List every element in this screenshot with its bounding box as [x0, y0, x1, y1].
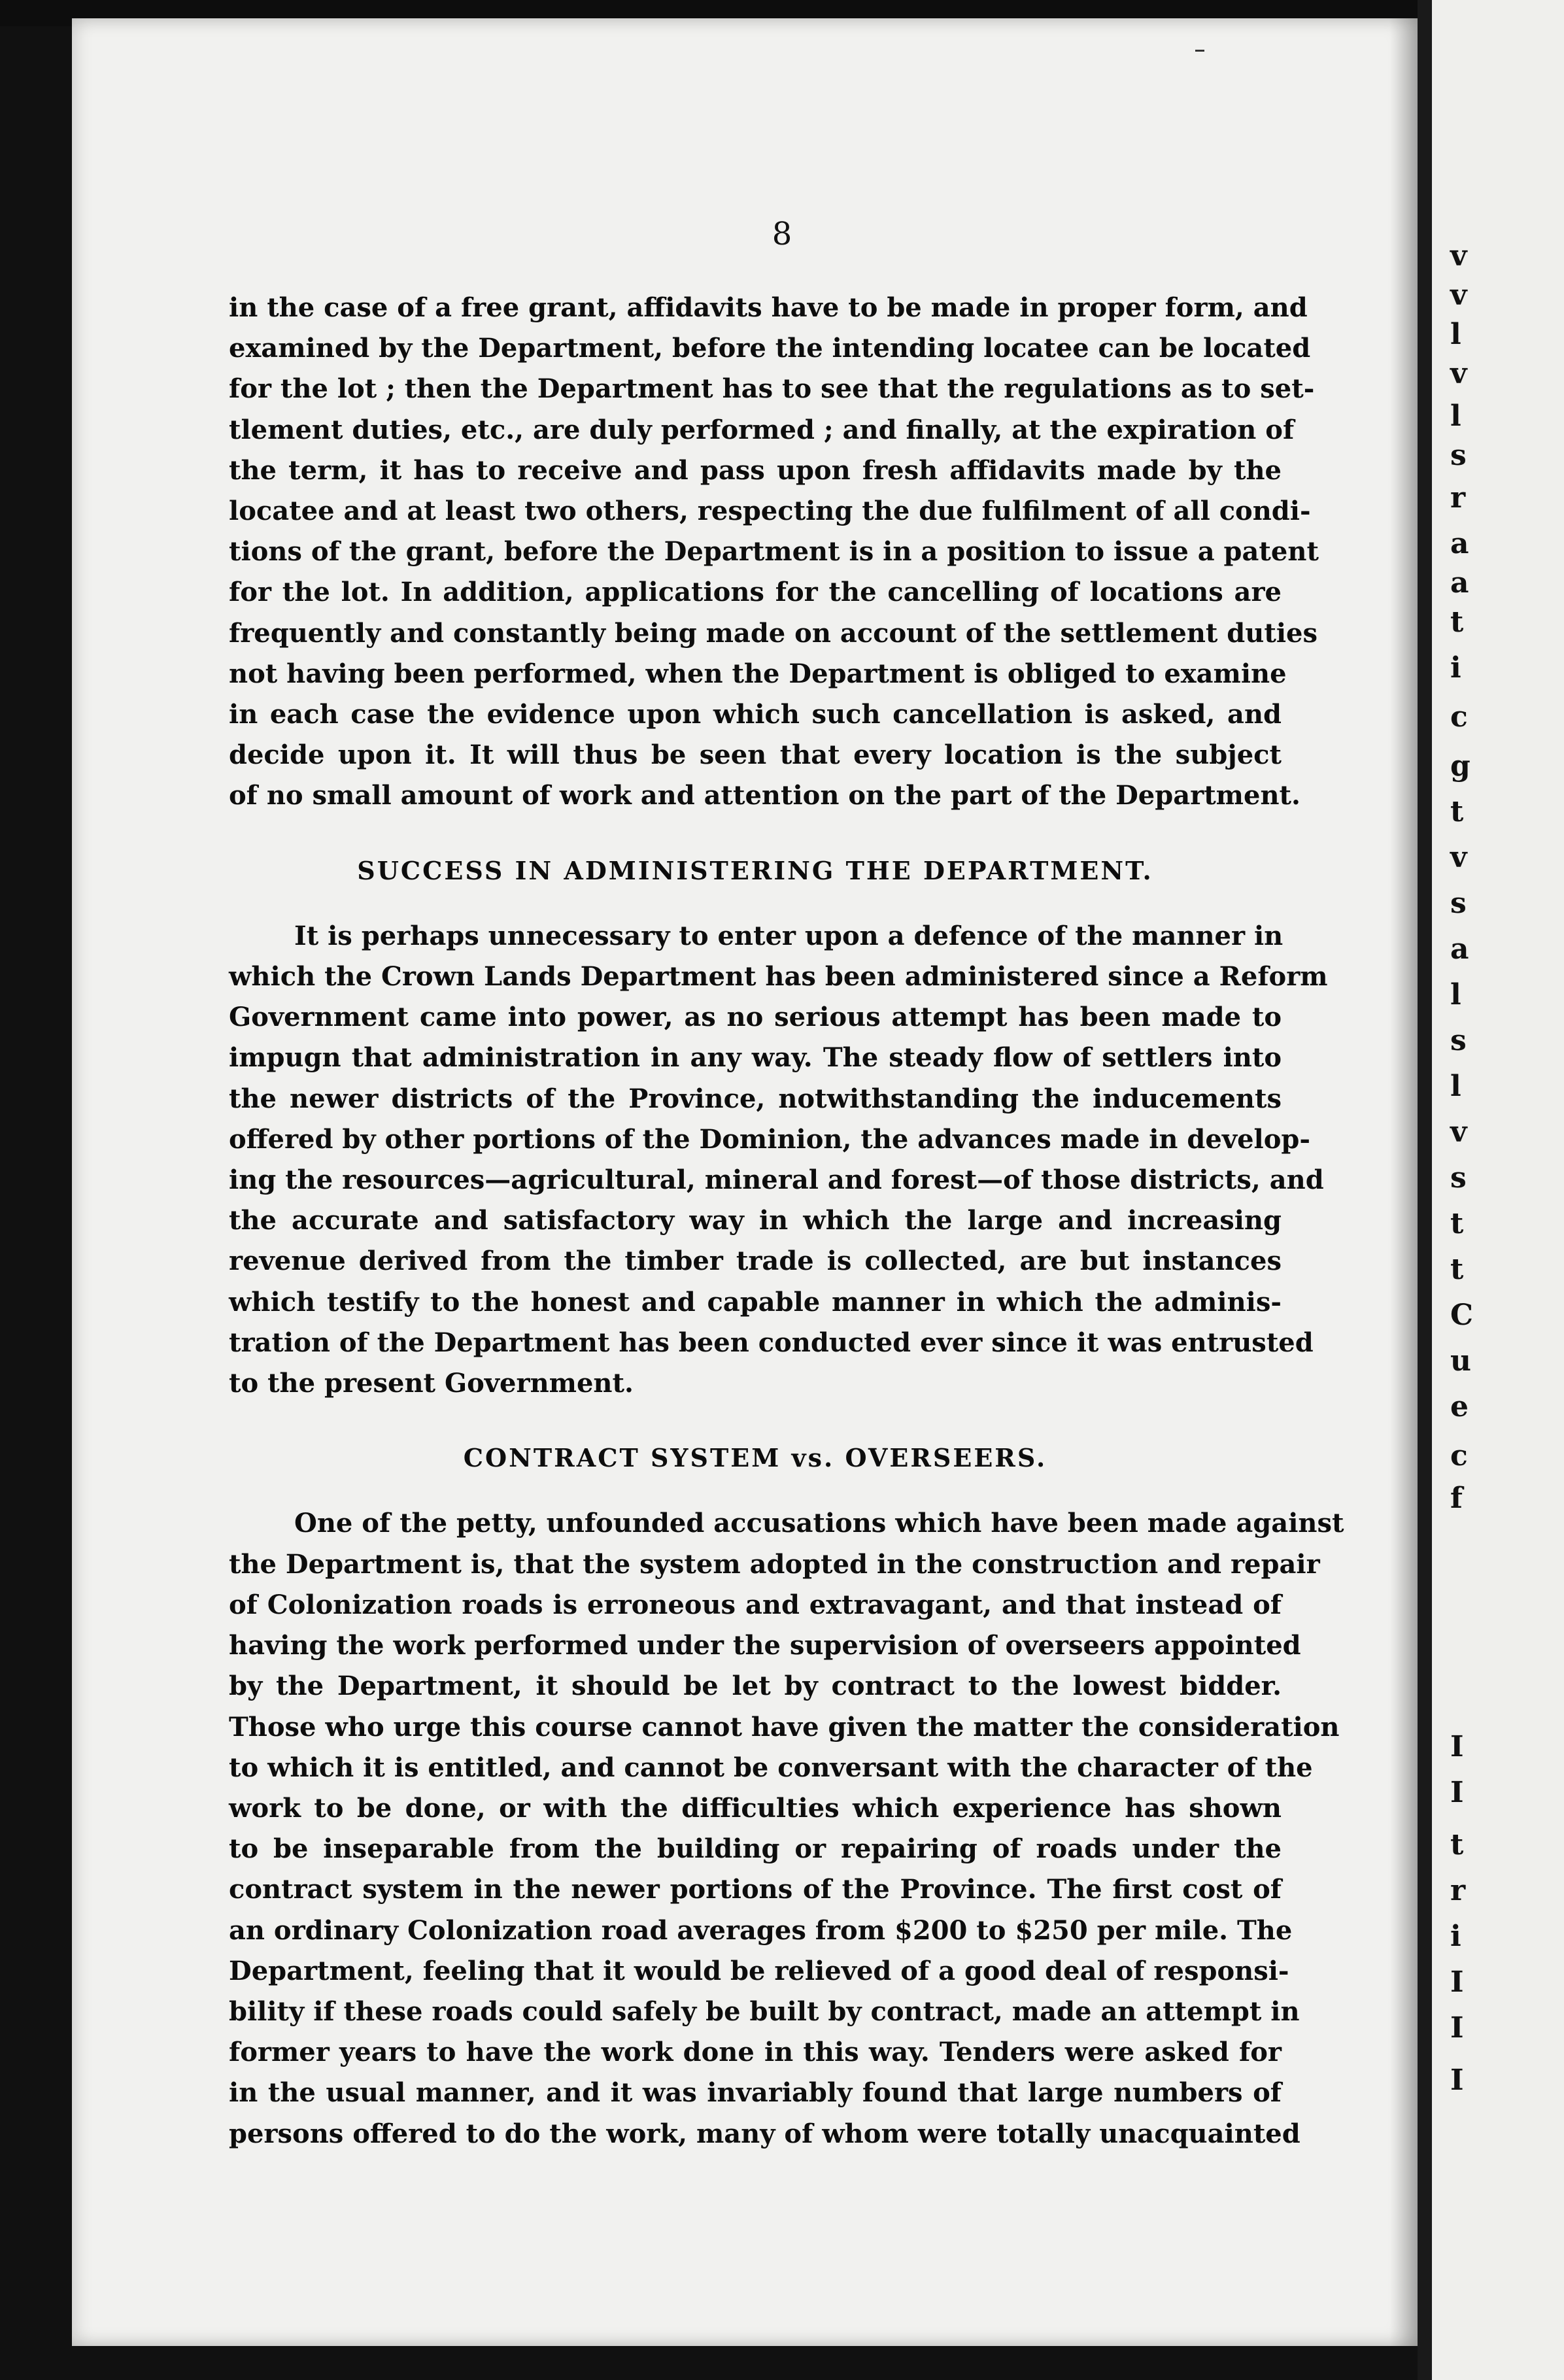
paragraph-deed-process — [229, 288, 1319, 817]
text-line: to be inseparable from the building or repairing of roads under the — [229, 1833, 1282, 1865]
text-line: revenue derived from the timber trade is collected, are but instances — [229, 1246, 1282, 1277]
adjacent-page-letter: t — [1450, 1253, 1464, 1286]
book-gutter — [1418, 0, 1432, 2380]
text-line: for the lot. In addition, applications for the cancelling of locations are — [229, 577, 1282, 608]
adjacent-page-letter: s — [1450, 1024, 1467, 1057]
paragraph-administration — [229, 916, 1328, 1404]
adjacent-page-letter: l — [1450, 978, 1461, 1012]
stray-mark — [1195, 50, 1204, 52]
text-line: in the case of a free grant, affidavits have to be made in proper form, and — [229, 292, 1308, 323]
text-line: the Department is, that the system adopted in the construction and repair — [229, 1548, 1320, 1580]
text-line: tions of the grant, before the Department is in a position to issue a patent — [229, 536, 1319, 568]
text-line: Department, feeling that it would be relieved of a good deal of responsi- — [229, 1955, 1289, 1986]
adjacent-page-letter: l — [1450, 318, 1461, 351]
adjacent-page-letter: r — [1450, 481, 1466, 515]
text-line: One of the petty, unfounded accusations which have been made against — [294, 1508, 1344, 1539]
text-line: in each case the evidence upon which such cancellation is asked, and — [229, 699, 1282, 730]
text-line: the term, it has to receive and pass upon fresh affidavits made by the — [229, 454, 1282, 486]
text-line: the newer districts of the Province, notwithstanding the inducements — [229, 1083, 1282, 1114]
adjacent-page-letter: u — [1450, 1344, 1471, 1378]
adjacent-page-letter: c — [1450, 1439, 1468, 1472]
adjacent-page-letter: v — [1450, 841, 1467, 874]
adjacent-page-letter: a — [1450, 566, 1469, 600]
text-line: in the usual manner, and it was invariably found that large numbers of — [229, 2077, 1282, 2109]
adjacent-page-letter: i — [1450, 1920, 1461, 1953]
adjacent-page-letter: s — [1450, 1161, 1467, 1195]
text-line: not having been performed, when the Department is obliged to examine — [229, 658, 1287, 689]
adjacent-page-letter: C — [1450, 1299, 1474, 1332]
text-line: of no small amount of work and attention on the part of the Department. — [229, 780, 1300, 811]
text-line: tration of the Department has been conducted ever since it was entrusted — [229, 1327, 1314, 1358]
adjacent-page-letter: v — [1450, 239, 1467, 273]
text-line: work to be done, or with the difficulties which experience has shown — [229, 1792, 1282, 1824]
adjacent-page-letter: f — [1450, 1482, 1463, 1515]
adjacent-page-letter: a — [1450, 527, 1469, 560]
text-line: It is perhaps unnecessary to enter upon a defence of the manner in — [294, 920, 1284, 951]
adjacent-page-letter: v — [1450, 1115, 1467, 1149]
adjacent-page-letter: s — [1450, 439, 1467, 472]
adjacent-page-letter: i — [1450, 651, 1461, 685]
text-line: locatee and at least two others, respecting the due fulfilment of all condi- — [229, 496, 1311, 527]
adjacent-page-letter: t — [1450, 795, 1464, 828]
text-line: decide upon it. It will thus be seen that every location is the subject — [229, 740, 1282, 771]
adjacent-page-letter: v — [1450, 279, 1467, 312]
text-line: which the Crown Lands Department has been administered since a Reform — [229, 961, 1328, 993]
page-body — [229, 288, 1344, 2154]
text-line: for the lot ; then the Department has to see that the regulations as to set- — [229, 373, 1315, 405]
text-line: impugn that administration in any way. The steady flow of settlers into — [229, 1042, 1282, 1074]
text-line: to which it is entitled, and cannot be conversant with the character of the — [229, 1752, 1313, 1783]
text-line: former years to have the work done in this way. Tenders were asked for — [229, 2037, 1282, 2068]
text-line: tlement duties, etc., are duly performed ; and finally, at the expiration of — [229, 414, 1295, 445]
adjacent-page-letter: a — [1450, 932, 1469, 966]
section-heading-contract: CONTRACT SYSTEM vs. OVERSEERS. — [463, 1443, 1047, 1473]
text-line: by the Department, it should be let by contract to the lowest bidder. — [229, 1671, 1282, 1702]
text-line: bility if these roads could safely be built by contract, made an attempt in — [229, 1996, 1300, 2027]
text-line: having the work performed under the supervision of overseers appointed — [229, 1630, 1301, 1661]
adjacent-page-letter: l — [1450, 1070, 1461, 1103]
paragraph-contract-system — [229, 1503, 1344, 2154]
adjacent-page-letter: g — [1450, 749, 1470, 783]
section-heading-success: SUCCESS IN ADMINISTERING THE DEPARTMENT. — [357, 855, 1153, 885]
adjacent-page-letter: I — [1450, 1730, 1464, 1763]
text-line: contract system in the newer portions of the Province. The first cost of — [229, 1874, 1282, 1905]
text-line: persons offered to do the work, many of whom were totally unacquainted — [229, 2118, 1300, 2149]
adjacent-page-letter: v — [1450, 357, 1467, 390]
adjacent-page-letter: I — [1450, 2064, 1464, 2097]
adjacent-page-letter: r — [1450, 1874, 1466, 1907]
text-line: Those who urge this course cannot have given the matter the consideration — [229, 1711, 1340, 1742]
adjacent-page-letter: l — [1450, 400, 1461, 433]
adjacent-page-letter: I — [1450, 1776, 1464, 1809]
adjacent-page-letter: I — [1450, 1965, 1464, 1999]
text-line: the accurate and satisfactory way in which the large and increasing — [229, 1205, 1282, 1236]
text-line: frequently and constantly being made on account of the settlement duties — [229, 617, 1318, 649]
text-line: offered by other portions of the Dominion, the advances made in develop- — [229, 1123, 1310, 1155]
adjacent-page-letter: t — [1450, 1828, 1464, 1862]
adjacent-page-letter: s — [1450, 887, 1467, 920]
adjacent-page-edge — [1432, 0, 1564, 2380]
page-number: 8 — [772, 216, 792, 252]
text-line: examined by the Department, before the intending locatee can be located — [229, 333, 1311, 364]
text-line: Government came into power, as no serious attempt has been made to — [229, 1002, 1282, 1033]
text-line: of Colonization roads is erroneous and extravagant, and that instead of — [229, 1589, 1282, 1620]
text-line: to the present Government. — [229, 1368, 634, 1399]
adjacent-page-letter: c — [1450, 700, 1468, 734]
adjacent-page-letter: e — [1450, 1390, 1469, 1423]
text-line: which testify to the honest and capable manner in which the adminis- — [229, 1286, 1282, 1318]
adjacent-page-letter: t — [1450, 1207, 1464, 1240]
adjacent-page-letter: t — [1450, 605, 1464, 639]
adjacent-page-letter: I — [1450, 2011, 1464, 2045]
text-line: ing the resources—agricultural, mineral and forest—of those districts, and — [229, 1164, 1324, 1196]
text-line: an ordinary Colonization road averages from $200 to $250 per mile. The — [229, 1914, 1293, 1946]
